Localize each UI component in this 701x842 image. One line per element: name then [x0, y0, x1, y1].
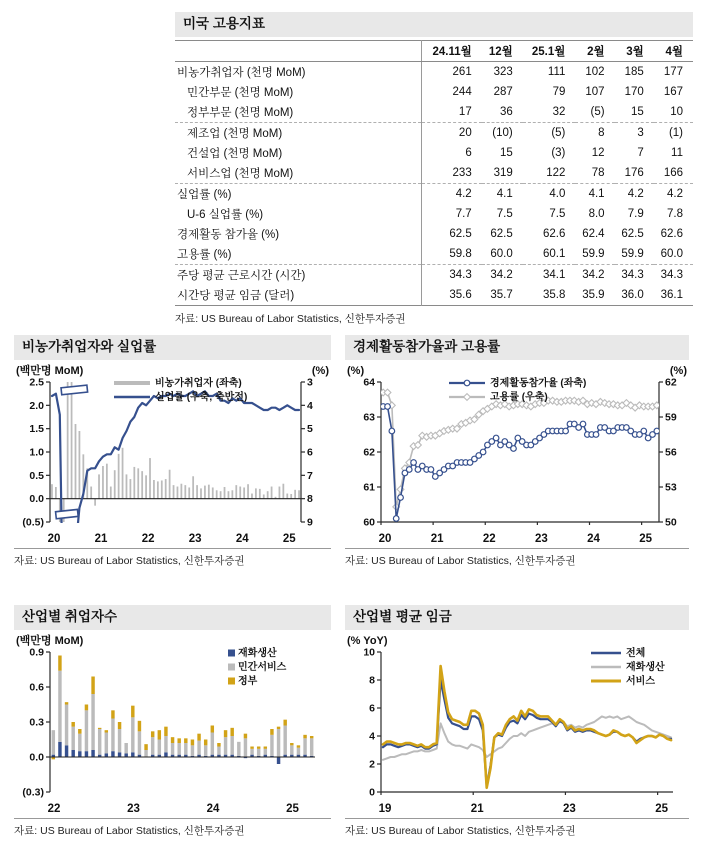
svg-text:비농가취업자 (좌축): 비농가취업자 (좌축) [155, 377, 242, 389]
svg-text:(0.5): (0.5) [22, 516, 44, 529]
svg-text:24: 24 [235, 532, 249, 545]
table-title: 미국 고용지표 [175, 12, 693, 37]
column-header: 3월 [615, 40, 654, 61]
table-cell: 36.1 [660, 288, 683, 301]
table-cell: 62.5 [621, 227, 644, 240]
row-label: 정부부문 (천명 MoM) [175, 102, 422, 123]
table-cell: 34.3 [621, 268, 644, 281]
svg-text:2.5: 2.5 [29, 376, 44, 389]
table-cell: 60.0 [482, 244, 523, 265]
svg-text:(%): (%) [347, 364, 365, 377]
svg-text:6: 6 [369, 702, 375, 715]
chart-svg [14, 632, 331, 818]
svg-text:64: 64 [363, 376, 375, 389]
table-header-spacer [175, 40, 422, 61]
table-cell: 7.8 [667, 207, 683, 220]
svg-text:7: 7 [307, 469, 313, 482]
chart-wages-by-industry [345, 632, 689, 818]
chart-source: 자료: US Bureau of Labor Statistics, 신한투자증권 [14, 548, 331, 568]
svg-text:25: 25 [286, 802, 299, 815]
svg-text:(백만명 MoM): (백만명 MoM) [16, 634, 84, 647]
table-cell: 7.5 [549, 207, 566, 220]
svg-text:2.0: 2.0 [29, 399, 44, 412]
axis-break-marker [61, 385, 88, 395]
svg-text:24: 24 [587, 532, 600, 545]
table-cell: 4.1 [588, 187, 605, 200]
column-header: 24.11월 [422, 40, 482, 61]
table-cell: 15 [499, 146, 513, 159]
row-label: 서비스업 (천명 MoM) [175, 163, 422, 184]
table-row [175, 264, 693, 285]
row-label: 민간부문 (천명 MoM) [175, 82, 422, 102]
table-cell: 233 [422, 163, 482, 184]
chart-legend [228, 646, 287, 687]
chart-title: 산업별 취업자수 [14, 605, 331, 630]
table-cell: 35.7 [490, 288, 513, 301]
table-cell: 8 [598, 126, 605, 139]
svg-text:3: 3 [307, 376, 313, 389]
table-row [175, 61, 693, 82]
svg-text:2: 2 [369, 758, 375, 771]
chart-title: 비농가취업자와 실업률 [14, 335, 331, 360]
svg-text:4: 4 [369, 730, 375, 743]
table-cell: 107 [585, 85, 605, 98]
table-cell: 170 [624, 85, 644, 98]
svg-text:24: 24 [206, 802, 220, 815]
table-cell: 20 [458, 126, 472, 139]
table-cell: 62.4 [582, 227, 605, 240]
chart-title: 산업별 평균 임금 [345, 605, 689, 630]
svg-text:전체: 전체 [626, 647, 646, 659]
svg-text:60: 60 [363, 516, 375, 529]
table-row [175, 122, 693, 143]
svg-text:21: 21 [470, 802, 484, 815]
table-cell: 59.8 [422, 244, 482, 265]
series [51, 382, 300, 522]
svg-text:25: 25 [639, 532, 653, 545]
svg-text:0.5: 0.5 [29, 469, 44, 482]
row-label: 비농가취업자 (천명 MoM) [175, 61, 422, 82]
svg-text:경제활동참가율 (좌축): 경제활동참가율 (좌축) [490, 377, 587, 389]
table-cell: 35.8 [543, 288, 566, 301]
table-cell: 34.3 [449, 268, 472, 281]
table-row [175, 183, 693, 204]
svg-text:고용률 (우축): 고용률 (우축) [490, 391, 548, 403]
svg-text:실업률 (우축, 축반전): 실업률 (우축, 축반전) [155, 391, 248, 403]
table-cell: 177 [663, 65, 683, 78]
column-header: 12월 [482, 40, 523, 61]
row-label: 경제활동 참가율 (%) [175, 224, 422, 244]
svg-text:0: 0 [369, 786, 375, 799]
table-cell: 244 [452, 85, 472, 98]
svg-text:20: 20 [47, 532, 61, 545]
svg-text:(%): (%) [669, 364, 687, 377]
svg-text:서비스: 서비스 [626, 675, 655, 687]
table-cell: (3) [551, 146, 566, 159]
table-cell: 60.0 [654, 244, 693, 265]
svg-text:정부: 정부 [238, 675, 258, 687]
line-series [383, 716, 671, 759]
table-cell: 4.2 [455, 187, 472, 200]
table-cell: 60.1 [523, 244, 576, 265]
chart-panel-payrolls-unemployment [14, 335, 331, 568]
table-cell: 17 [422, 102, 482, 123]
table-cell: 319 [482, 163, 523, 184]
table-cell: 287 [493, 85, 513, 98]
chart-panel-participation-employment [345, 335, 689, 568]
chart-source: 자료: US Bureau of Labor Statistics, 신한투자증권 [345, 818, 689, 838]
table-cell: 15 [615, 102, 654, 123]
table-cell: 62.6 [543, 227, 566, 240]
svg-text:0.0: 0.0 [29, 493, 44, 506]
svg-text:0.9: 0.9 [29, 646, 44, 659]
row-label: 실업률 (%) [175, 183, 422, 204]
table-cell: 59.9 [615, 244, 654, 265]
chart-jobs-by-industry [14, 632, 331, 818]
chart-participation-employment [345, 362, 689, 548]
row-label: 제조업 (천명 MoM) [175, 122, 422, 143]
table-cell: 261 [452, 65, 472, 78]
table-cell: 34.2 [582, 268, 605, 281]
column-header: 4월 [654, 40, 693, 61]
employment-table [175, 40, 693, 306]
table-cell: 176 [615, 163, 654, 184]
column-header: 25.1월 [523, 40, 576, 61]
svg-text:63: 63 [363, 411, 375, 424]
table-cell: (10) [492, 126, 513, 139]
svg-text:22: 22 [482, 532, 496, 545]
table-cell: 34.2 [490, 268, 513, 281]
svg-text:23: 23 [188, 532, 202, 545]
table-row [175, 163, 693, 184]
svg-text:9: 9 [307, 516, 313, 529]
table-cell: 4.2 [667, 187, 683, 200]
table-row [175, 143, 693, 163]
table-cell: 102 [585, 65, 605, 78]
row-label: 주당 평균 근로시간 (시간) [175, 264, 422, 285]
table-cell: 4.0 [549, 187, 566, 200]
bar-series [51, 382, 300, 522]
svg-text:61: 61 [363, 481, 375, 494]
svg-text:0.6: 0.6 [29, 681, 44, 694]
svg-text:8: 8 [369, 674, 375, 687]
table-cell: 7.5 [496, 207, 513, 220]
table-row [175, 244, 693, 265]
table-cell: 36.0 [621, 288, 644, 301]
table-cell: 32 [523, 102, 576, 123]
table-cell: 79 [552, 85, 566, 98]
table-cell: 35.9 [582, 288, 605, 301]
svg-text:59: 59 [665, 411, 677, 424]
table-cell: 34.1 [543, 268, 566, 281]
svg-text:(%): (%) [311, 364, 329, 377]
svg-text:(% YoY): (% YoY) [347, 634, 388, 647]
employment-table-section [175, 12, 693, 326]
chart-panel-jobs-by-industry [14, 605, 331, 838]
table-cell: 7 [637, 146, 644, 159]
table-cell: 62.5 [449, 227, 472, 240]
svg-text:23: 23 [563, 802, 576, 815]
svg-text:1.0: 1.0 [29, 446, 44, 459]
chart-svg [345, 632, 689, 818]
svg-text:재화생산: 재화생산 [626, 661, 665, 673]
table-cell: 10 [654, 102, 693, 123]
row-label: U-6 실업률 (%) [175, 204, 422, 224]
svg-text:10: 10 [363, 646, 375, 659]
table-row [175, 224, 693, 244]
table-cell: (1) [668, 126, 683, 139]
chart-svg [345, 362, 689, 548]
table-cell: 35.6 [449, 288, 472, 301]
table-cell: 12 [591, 146, 605, 159]
table-cell: 166 [654, 163, 693, 184]
table-header [175, 40, 693, 61]
table-source: 자료: US Bureau of Labor Statistics, 신한투자증권 [175, 312, 406, 325]
svg-text:0.0: 0.0 [29, 751, 44, 764]
chart-source: 자료: US Bureau of Labor Statistics, 신한투자증권 [14, 818, 331, 838]
row-label: 고용률 (%) [175, 244, 422, 265]
svg-text:(백만명 MoM): (백만명 MoM) [16, 364, 84, 377]
table-cell: (5) [575, 102, 614, 123]
svg-text:21: 21 [94, 532, 108, 545]
row-label: 건설업 (천명 MoM) [175, 143, 422, 163]
chart-title: 경제활동참가율과 고용률 [345, 335, 689, 360]
svg-text:(0.3): (0.3) [22, 786, 44, 799]
svg-text:62: 62 [665, 376, 677, 389]
table-cell: 62.6 [660, 227, 683, 240]
line-series [380, 404, 659, 522]
svg-text:1.5: 1.5 [29, 423, 44, 436]
table-cell: 7.9 [627, 207, 644, 220]
table-cell: 323 [493, 65, 513, 78]
svg-text:23: 23 [127, 802, 140, 815]
table-cell: 11 [671, 146, 683, 159]
svg-text:6: 6 [307, 446, 313, 459]
chart-svg [14, 362, 331, 548]
svg-text:8: 8 [307, 493, 313, 506]
table-cell: 185 [624, 65, 644, 78]
table-row [175, 204, 693, 224]
row-label: 시간당 평균 임금 (달러) [175, 285, 422, 306]
table-cell: 78 [575, 163, 614, 184]
table-cell: (5) [551, 126, 566, 139]
table-row [175, 102, 693, 123]
chart-payrolls-unemployment [14, 362, 331, 548]
svg-text:22: 22 [141, 532, 155, 545]
chart-source: 자료: US Bureau of Labor Statistics, 신한투자증권 [345, 548, 689, 568]
svg-text:25: 25 [282, 532, 296, 545]
chart-panel-wages-by-industry [345, 605, 689, 838]
svg-text:22: 22 [47, 802, 61, 815]
table-cell: 6 [465, 146, 472, 159]
svg-text:62: 62 [363, 446, 375, 459]
table-cell: 8.0 [588, 207, 605, 220]
svg-text:50: 50 [665, 516, 677, 529]
table-cell: 122 [523, 163, 576, 184]
svg-text:0.3: 0.3 [29, 716, 44, 729]
table-row [175, 285, 693, 306]
svg-text:5: 5 [307, 423, 313, 436]
svg-text:민간서비스: 민간서비스 [238, 661, 287, 673]
svg-text:4: 4 [307, 399, 313, 412]
table-cell: 34.3 [660, 268, 683, 281]
chart-legend [591, 646, 665, 687]
table-header-row [175, 40, 693, 61]
table-cell: 4.1 [496, 187, 513, 200]
axis-break-marker [56, 509, 79, 518]
svg-text:56: 56 [665, 446, 677, 459]
svg-text:21: 21 [430, 532, 444, 545]
table-cell: 167 [663, 85, 683, 98]
table-cell: 36 [482, 102, 523, 123]
svg-text:19: 19 [378, 802, 392, 815]
line-series [52, 391, 299, 548]
table-cell: 62.5 [490, 227, 513, 240]
chart-legend [114, 376, 247, 403]
svg-text:23: 23 [534, 532, 548, 545]
svg-text:25: 25 [655, 802, 669, 815]
line-series [380, 389, 660, 510]
svg-text:20: 20 [378, 532, 392, 545]
table-cell: 4.2 [627, 187, 644, 200]
table-body [175, 61, 693, 305]
column-header: 2월 [575, 40, 614, 61]
table-cell: 7.7 [455, 207, 472, 220]
table-row [175, 82, 693, 102]
table-cell: 111 [547, 65, 566, 78]
svg-text:53: 53 [665, 481, 677, 494]
table-cell: 59.9 [575, 244, 614, 265]
table-cell: 3 [637, 126, 644, 139]
svg-text:재화생산: 재화생산 [238, 647, 277, 659]
